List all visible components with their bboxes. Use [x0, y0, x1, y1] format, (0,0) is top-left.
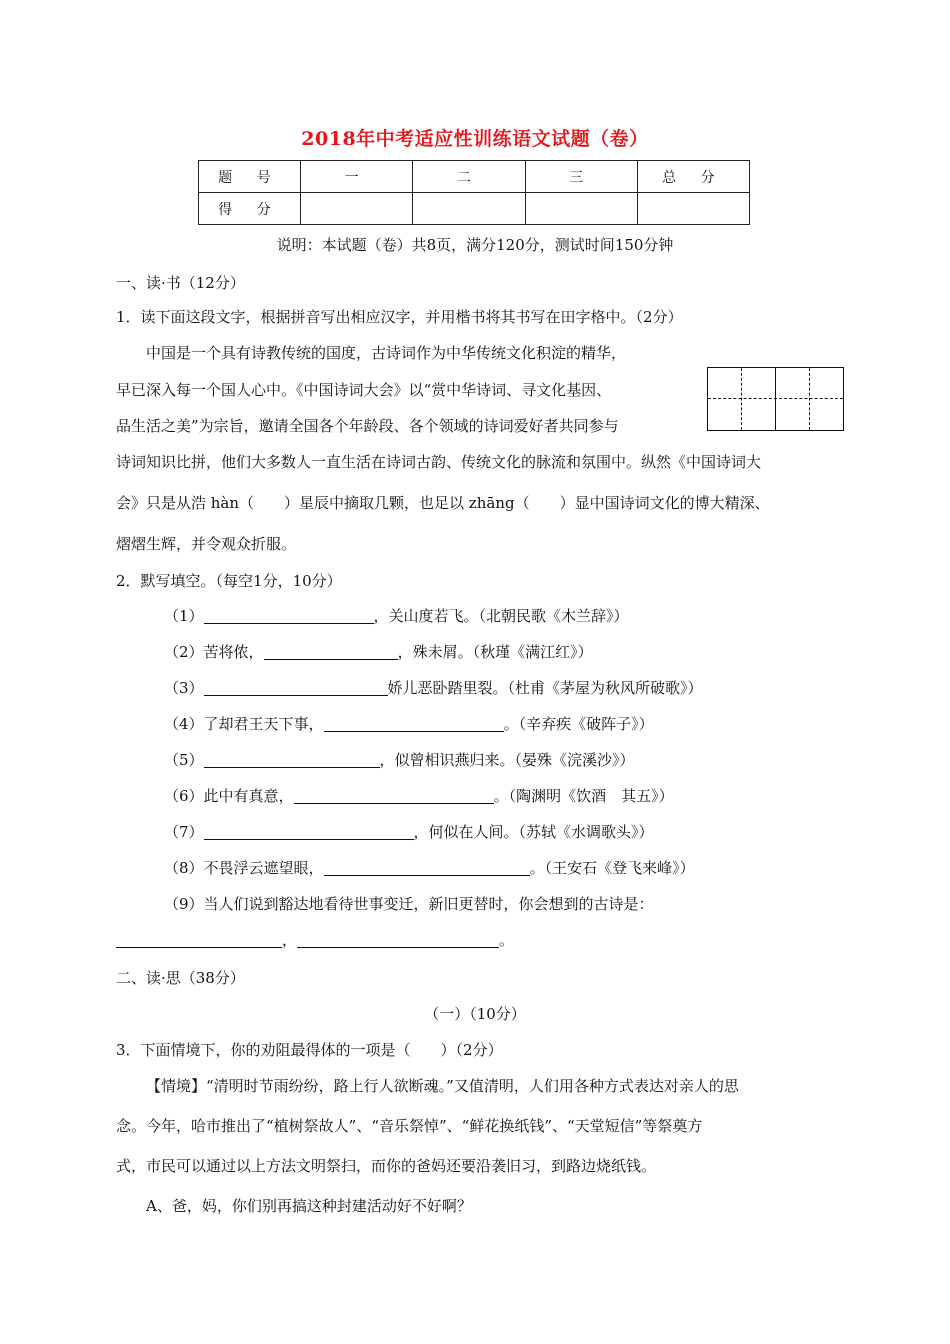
table-row [199, 193, 750, 225]
answer-blank[interactable] [204, 751, 380, 768]
answer-blank[interactable] [264, 643, 398, 660]
table-row [199, 161, 750, 193]
section-heading: 二、读·思（38分） [116, 969, 245, 987]
passage-line: 诗词知识比拼，他们大多数人一直生活在诗词古韵、传统文化的脉流和氛围中。纵然《中国诗词大 [116, 453, 762, 471]
tianzige-grid[interactable] [707, 367, 844, 431]
page-title: 2018年中考适应性训练语文试题（卷） [301, 128, 649, 150]
fill-item: （6）此中有真意， 。（陶渊明《饮酒 其五》） [164, 787, 674, 805]
context-label: 【情境】 [146, 1077, 207, 1095]
answer-blank[interactable] [204, 607, 374, 624]
question-prompt: 3．下面情境下，你的劝阻最得体的一项是（ ）（2分） [116, 1041, 503, 1059]
answer-blank[interactable] [297, 931, 499, 948]
context-line: 念。今年，哈市推出了“植树祭故人”、“音乐祭悼”、“鲜花换纸钱”、“天堂短信”等祭奠方 [116, 1117, 703, 1135]
fill-item: （5） ，似曾相识燕归来。（晏殊《浣溪沙》） [164, 751, 635, 769]
fill-item: （8）不畏浮云遮望眼， 。（王安石《登飞来峰》） [164, 859, 695, 877]
fill-item: （4）了却君王天下事， 。（辛弃疾《破阵子》） [164, 715, 654, 733]
answer-blank[interactable] [116, 931, 282, 948]
passage-line: 品生活之美”为宗旨，邀请全国各个年龄段、各个领域的诗词爱好者共同参与 [116, 417, 619, 435]
question-prompt: 1．读下面这段文字，根据拼音写出相应汉字，并用楷书将其书写在田字格中。（2分） [116, 308, 683, 326]
question-prompt: 2．默写填空。（每空1分，10分） [116, 572, 342, 590]
exam-note: 说明：本试题（卷）共8页，满分120分，测试时间150分钟 [276, 236, 674, 254]
fill-item-blanks: ， 。 [116, 929, 514, 950]
answer-blank[interactable] [204, 679, 388, 696]
answer-blank[interactable] [324, 859, 530, 876]
context-line: 式，市民可以通过以上方法文明祭扫，而你的爸妈还要沿袭旧习，到路边烧纸钱。 [116, 1157, 657, 1175]
table-header-label: 题 号 [199, 161, 301, 193]
fill-item: （1） ，关山度若飞。（北朝民歌《木兰辞》） [164, 607, 629, 625]
option-a[interactable]: A、爸，妈，你们别再搞这种封建活动好不好啊？ [146, 1197, 472, 1215]
score-table [198, 160, 750, 225]
score-cell[interactable] [301, 193, 413, 225]
fill-item: （9）当人们说到豁达地看待世事变迁，新旧更替时，你会想到的古诗是： [164, 895, 654, 913]
score-cell[interactable] [413, 193, 525, 225]
table-column-header: 总 分 [637, 161, 749, 193]
passage-line: 熠熠生辉，并令观众折服。 [116, 535, 297, 553]
context-line: 【情境】“清明时节雨纷纷，路上行人欲断魂。”又值清明，人们用各种方式表达对亲人的思 [146, 1077, 739, 1095]
passage-line: 中国是一个具有诗教传统的国度，古诗词作为中华传统文化积淀的精华， [146, 344, 627, 362]
table-row-label: 得 分 [199, 193, 301, 225]
fill-item: （7） ，何似在人间。（苏轼《水调歌头》） [164, 823, 654, 841]
passage-line: 早已深入每一个国人心中。《中国诗词大会》以“赏中华诗词、寻文化基因、 [116, 381, 612, 399]
table-column-header: 三 [525, 161, 637, 193]
section-heading: 一、读·书（12分） [116, 274, 245, 292]
answer-blank[interactable] [294, 787, 494, 804]
answer-blank[interactable] [204, 823, 414, 840]
score-cell[interactable] [525, 193, 637, 225]
part-heading: （一）（10分） [424, 1005, 526, 1023]
answer-blank[interactable] [324, 715, 504, 732]
fill-item: （3） 娇儿恶卧踏里裂。（杜甫《茅屋为秋风所破歌》） [164, 679, 703, 697]
table-column-header: 一 [301, 161, 413, 193]
passage-line: 会》只是从浩 hàn（ ）星辰中摘取几颗，也足以 zhāng（ ）显中国诗词文化的博大精深、 [116, 494, 770, 512]
fill-item: （2）苦将侬， ，殊未屑。（秋瑾《满江红》） [164, 643, 593, 661]
table-column-header: 二 [413, 161, 525, 193]
score-cell[interactable] [637, 193, 749, 225]
